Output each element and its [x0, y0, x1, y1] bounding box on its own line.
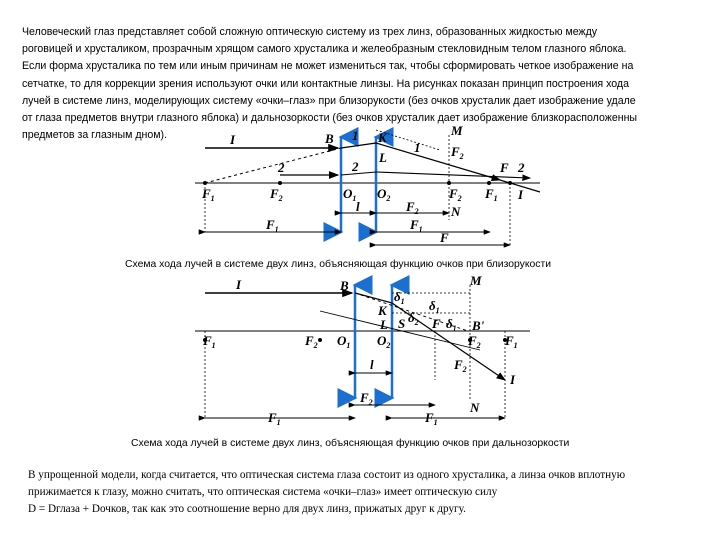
label-L: L — [380, 317, 388, 332]
label-O1: $O_1$ — [343, 186, 357, 203]
label-F2c: $F_2$ — [454, 357, 467, 374]
outro-text — [28, 467, 708, 517]
label-M: M — [470, 273, 482, 288]
label-F2-dim: $F_2$ — [406, 199, 419, 216]
label-F: F — [432, 316, 441, 331]
intro-line: роговицей и хрусталиком, прозрачным хрящом самого хрусталика и желеобразным стекловидным телом глазного яблока. — [22, 43, 627, 56]
label-ray-1-mid: 1 — [414, 140, 421, 155]
label-F1b: $F_1$ — [485, 186, 498, 203]
outro-line: В упрощенной модели, когда считается, что оптическая система глаза состоит из одного хрусталика, а линза очков вплотную — [28, 469, 626, 481]
label-B: B — [340, 278, 349, 293]
label-O2: $O_2$ — [377, 186, 391, 203]
label-l: l — [356, 199, 360, 214]
intro-line: сетчатке, то для коррекции зрения используют очки или контактные линзы. На рисунках показан принцип построения хода — [22, 77, 629, 90]
ray-mid — [355, 293, 392, 303]
label-M: M — [451, 123, 463, 138]
label-F1-dim-right: $F_1$ — [425, 410, 438, 427]
label-delta1b: $\delta_1$ — [429, 298, 440, 315]
label-ray-I-right: I — [518, 187, 524, 202]
label-F1-dim-right: $F_1$ — [410, 217, 423, 234]
label-F-dim: F — [440, 230, 449, 245]
label-ray-1: 1 — [352, 128, 359, 143]
label-F2-dim: $F_2$ — [360, 390, 373, 407]
outro-line: D = Dглаза + Dочков, так как это соотношение верно для двух линз, прижатых друг к другу. — [28, 502, 466, 515]
label-ray-2-mid: 2 — [352, 159, 359, 174]
label-F2b: $F_2$ — [468, 333, 481, 350]
label-B: B — [325, 131, 334, 146]
label-S: S — [398, 316, 406, 331]
label-F1b: $F_1$ — [505, 333, 518, 350]
intro-line: предметов за глазным дном). — [22, 129, 167, 142]
figure-1-caption: Схема хода лучей в системе двух линз, объясняющая функцию очков при близорукости — [125, 259, 552, 270]
figure-2-caption: Схема хода лучей в системе двух линз, объясняющая функцию очков при дальнозоркости — [131, 438, 570, 449]
label-B-prime: B' — [472, 318, 485, 333]
label-l: l — [370, 357, 374, 372]
intro-line: лучей в системе линз, моделирующих систему «очки–глаз» при близорукости (без очков хрусталик дает изображение удале — [22, 94, 636, 107]
label-O1: $O_1$ — [337, 333, 351, 350]
label-L: L — [379, 150, 387, 165]
label-F2a: $F_2$ — [270, 186, 283, 203]
label-delta1c: $\delta_1$ — [446, 316, 457, 333]
label-F2: $F_2$ — [305, 333, 318, 350]
label-F1-dim: $F_1$ — [268, 410, 281, 427]
label-K: K — [378, 303, 387, 318]
label-F2b: $F_2$ — [449, 186, 462, 203]
intro-line: от глаза предметов внутри глазного яблока) и дальнозоркости (без очков хрусталик дает изображение близкорасположенны — [22, 112, 638, 125]
label-N: N — [451, 204, 461, 219]
label-ray-I: I — [236, 277, 242, 292]
label-O2: $O_2$ — [377, 333, 391, 350]
label-F2-small: $F_2$ — [451, 144, 464, 161]
label-ray-2-right: 2 — [518, 160, 525, 175]
outro-line: прижимается к глазу, можно считать, что оптическая система «очки–глаз» имеет оптическую силу — [28, 485, 498, 498]
label-N: N — [470, 400, 480, 415]
label-ray-2-left: 2 — [278, 160, 285, 175]
label-F1: $F_1$ — [202, 186, 215, 203]
label-F1: $F_1$ — [203, 333, 216, 350]
label-ray-I: I — [230, 132, 236, 147]
focus-dot — [318, 338, 322, 342]
label-K: K — [378, 130, 387, 145]
label-F1-dim: $F_1$ — [266, 217, 279, 234]
label-F-right: F — [500, 160, 509, 175]
label-delta1: $\delta_1$ — [394, 289, 405, 306]
label-delta2: $\delta_2$ — [408, 310, 419, 327]
intro-line: Если форма хрусталика по тем или иным причинам не может измениться так, чтобы сформировать четкое изображение на — [22, 60, 634, 73]
intro-line: Человеческий глаз представляет собой сложную оптическую систему из трех линз, образованных жидкостью между — [22, 26, 598, 38]
label-ray-I-right: I — [510, 372, 516, 387]
